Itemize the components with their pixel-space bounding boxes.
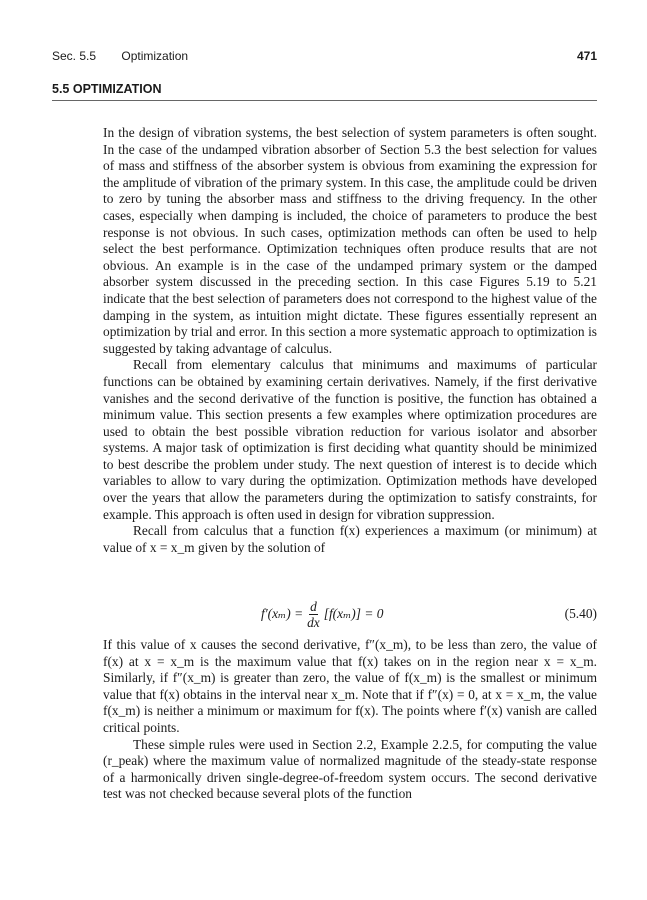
paragraph-1: In the design of vibration systems, the best selection of system parameters is often sought. In the case of the undamped vibration absorber of Section 5.3 the best selection for values of mass and stiffness of the absorber system is obvious from examining the expression for the amplitude of vibration of the primary system. In this case, the amplitude could be driven to zero by tuning the absorber mass and stiffness to the driving frequency. In the other cases, especially when damping is included, the choice of parameters to produce the best response is not obvious. In such cases, optimization methods can often be used to help select the best performance. Optimization techniques often produce results that are not obvious. An example is in the case of the undamped primary system or the damped absorber system discussed in the preceding section. In this case Figures 5.19 to 5.21 indicate that the best selection of parameters does not correspond to the highest value of the damping in the system, as intuition might dictate. These figures essentially represent an optimization by trial and error. In this section a more systematic approach to optimization is suggested by taking advantage of calculus. xyxy=(103,125,597,356)
paragraph-4: If this value of x causes the second derivative, f″(x_m), to be less than zero, the value of f(x) at x = x_m is the maximum value that f(x) takes on in the region near x = x_m. Similarly, if f″(x_m) is greater than zero, the value of f(x_m) is the smallest or minimum value that f(x) obtains in the interval near x_m. Note that if f″(x) = 0, at x = x_m, the value f(x_m) is neither a minimum or maximum for f(x). The points where f′(x) vanish are called critical points. xyxy=(103,637,597,735)
running-header xyxy=(52,48,597,64)
equation-rhs: [f(xₘ)] = 0 xyxy=(323,606,384,621)
equation-number: (5.40) xyxy=(564,606,597,621)
fraction-denominator: dx xyxy=(307,614,320,630)
derivative-fraction xyxy=(307,599,320,630)
body-text-top xyxy=(103,125,597,556)
fraction-numerator: d xyxy=(310,598,317,614)
paragraph-5: These simple rules were used in Section 2.2, Example 2.2.5, for computing the value (r_peak) where the maximum value of normalized magnitude of the steady-state response of a harmonically driven single-degree-of-freedom system occurs. The second derivative test was not checked because several plots of the function xyxy=(103,736,597,802)
equation-lhs: f′(xₘ) = xyxy=(261,606,304,621)
paragraph-3: Recall from calculus that a function f(x) experiences a maximum (or minimum) at value of x = x_m given by the solution of xyxy=(103,523,597,555)
section-heading: 5.5 OPTIMIZATION xyxy=(52,81,597,101)
equation-body xyxy=(261,596,383,632)
equation-5-40 xyxy=(103,596,597,632)
running-title: Optimization xyxy=(121,49,189,63)
body-text-bottom xyxy=(103,637,597,803)
section-number: Sec. 5.5 xyxy=(52,49,97,63)
paragraph-2: Recall from elementary calculus that minimums and maximums of particular functions can be obtained by examining certain derivatives. Namely, if the first derivative vanishes and the second derivative of the function is positive, the function has obtained a minimum value. This section presents a few examples where optimization procedures are used to obtain the best possible vibration reduction for various isolator and absorber systems. A major task of optimization is first deciding what quantity should be minimized to best describe the problem under study. The next question of interest is to decide which variables to allow to vary during the optimization. Optimization methods have developed over the years that allow the parameters during the optimization to satisfy constraints, for example. This approach is often used in design for vibration suppression. xyxy=(103,357,597,522)
page-number: 471 xyxy=(576,49,597,63)
